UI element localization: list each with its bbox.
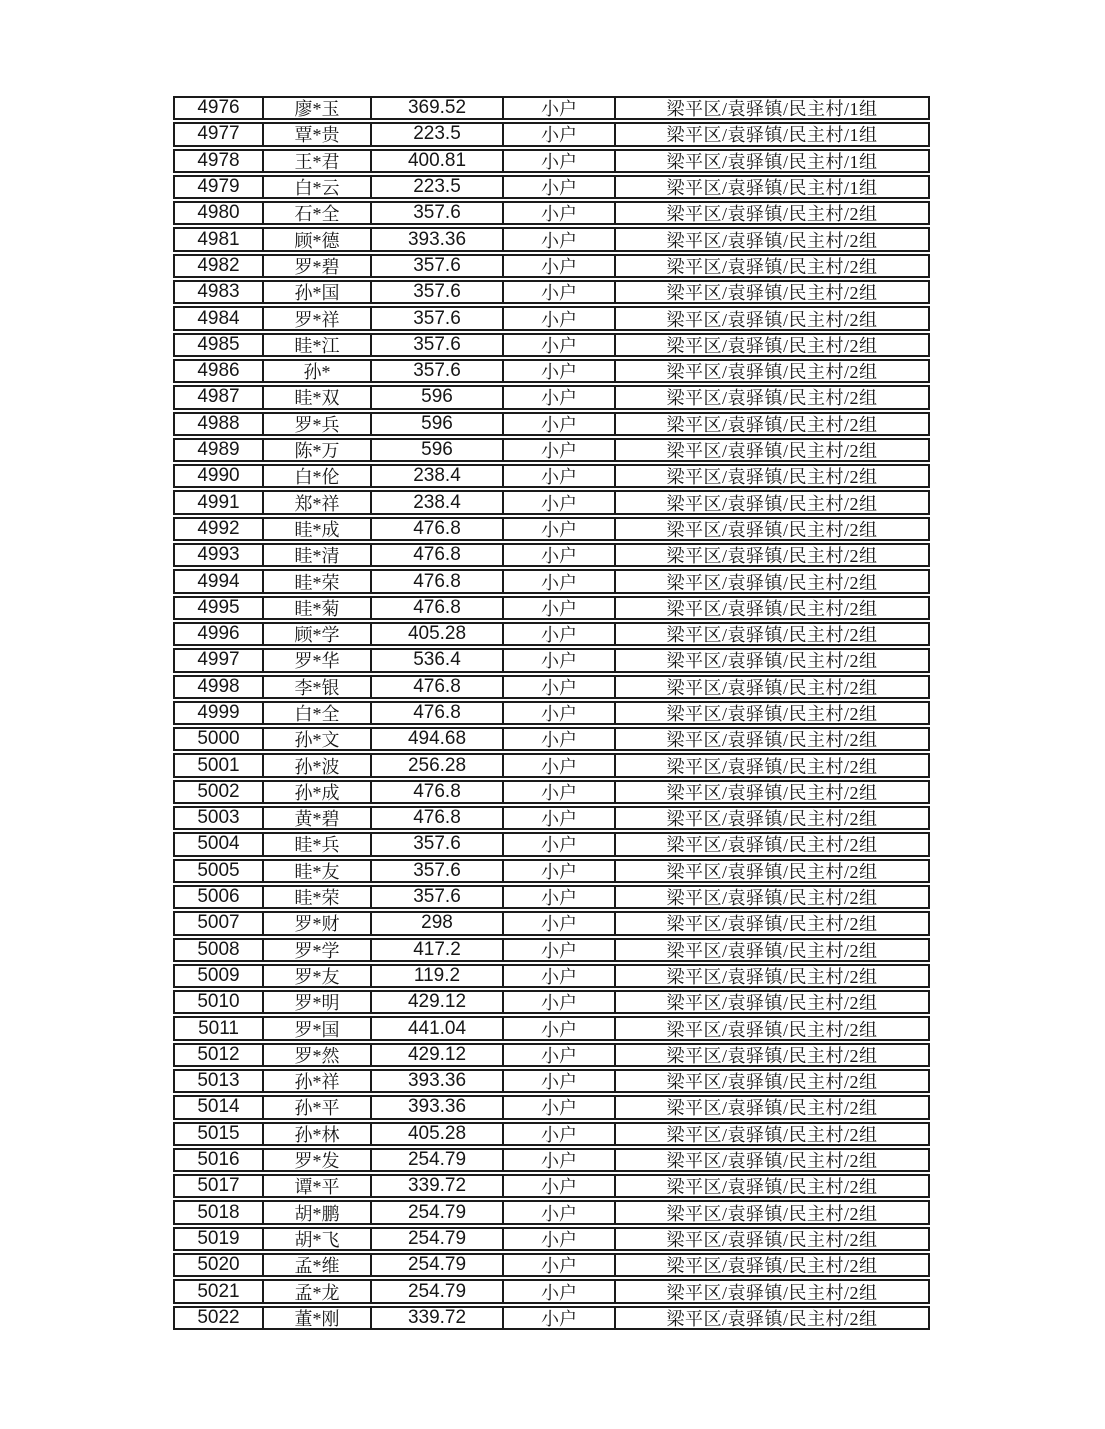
table-row [173, 464, 930, 488]
table-row [173, 359, 930, 383]
cell-serial-number: 5009 [197, 965, 240, 986]
cell-household-type: 小户 [502, 545, 614, 565]
cell-location: 梁平区/袁驿镇/民主村/1组 [614, 151, 928, 171]
cell-household-type: 小户 [502, 992, 614, 1012]
cell-location: 梁平区/袁驿镇/民主村/2组 [614, 782, 928, 802]
cell-serial-number: 4990 [197, 466, 240, 487]
table-row [173, 490, 930, 514]
cell-household-type: 小户 [502, 1202, 614, 1222]
cell-amount: 405.28 [370, 624, 502, 644]
cell-serial-number: 4995 [197, 597, 240, 618]
cell-serial-number: 5016 [197, 1149, 240, 1171]
cell-serial-number: 5007 [197, 913, 240, 934]
table-row [173, 412, 930, 436]
cell-masked-name: 眭*友 [262, 861, 370, 881]
records-table [173, 96, 930, 1332]
cell-amount: 357.6 [370, 887, 502, 907]
cell-location: 梁平区/袁驿镇/民主村/2组 [614, 1229, 928, 1249]
cell-masked-name: 眭*荣 [262, 571, 370, 591]
cell-household-type: 小户 [502, 677, 614, 697]
cell-serial-number: 4980 [197, 203, 240, 224]
cell-masked-name: 罗*兵 [262, 414, 370, 434]
cell-masked-name: 黄*碧 [262, 808, 370, 828]
cell-amount: 393.36 [370, 1071, 502, 1091]
table-row [173, 780, 930, 804]
cell-serial-number: 4996 [197, 623, 240, 645]
cell-location: 梁平区/袁驿镇/民主村/2组 [614, 335, 928, 355]
table-row [173, 1095, 930, 1119]
cell-masked-name: 孙* [262, 361, 370, 381]
cell-masked-name: 孟*龙 [262, 1281, 370, 1301]
cell-masked-name: 白*全 [262, 703, 370, 723]
cell-serial-number: 5004 [197, 834, 240, 855]
cell-amount: 357.6 [370, 861, 502, 881]
cell-masked-name: 罗*财 [262, 913, 370, 933]
cell-serial-number: 4984 [197, 308, 240, 329]
cell-amount: 357.6 [370, 203, 502, 223]
cell-household-type: 小户 [502, 1071, 614, 1091]
table-row [173, 306, 930, 330]
cell-masked-name: 罗*友 [262, 966, 370, 986]
cell-serial-number: 5003 [197, 808, 240, 829]
cell-serial-number: 5006 [197, 886, 240, 908]
cell-household-type: 小户 [502, 913, 614, 933]
cell-amount: 476.8 [370, 703, 502, 723]
cell-amount: 254.79 [370, 1281, 502, 1301]
cell-masked-name: 眭*兵 [262, 834, 370, 854]
table-row [173, 806, 930, 830]
cell-amount: 596 [370, 387, 502, 407]
cell-serial-number: 4987 [197, 387, 240, 408]
cell-household-type: 小户 [502, 1255, 614, 1275]
cell-amount: 357.6 [370, 335, 502, 355]
cell-serial-number: 5021 [197, 1281, 240, 1302]
table-row [173, 385, 930, 409]
table-row [173, 675, 930, 699]
cell-serial-number: 4976 [197, 98, 240, 119]
cell-location: 梁平区/袁驿镇/民主村/2组 [614, 808, 928, 828]
cell-household-type: 小户 [502, 308, 614, 328]
table-row [173, 964, 930, 988]
cell-amount: 596 [370, 414, 502, 434]
cell-amount: 441.04 [370, 1018, 502, 1038]
cell-amount: 339.72 [370, 1176, 502, 1196]
cell-serial-number: 5018 [197, 1202, 240, 1223]
cell-masked-name: 王*君 [262, 151, 370, 171]
cell-masked-name: 孙*波 [262, 755, 370, 775]
cell-masked-name: 眭*双 [262, 387, 370, 407]
cell-serial-number: 4979 [197, 176, 240, 198]
cell-amount: 476.8 [370, 782, 502, 802]
cell-household-type: 小户 [502, 203, 614, 223]
cell-masked-name: 罗*学 [262, 940, 370, 960]
cell-household-type: 小户 [502, 1124, 614, 1144]
cell-masked-name: 胡*鹏 [262, 1202, 370, 1222]
cell-masked-name: 孙*祥 [262, 1071, 370, 1091]
table-row [173, 333, 930, 357]
cell-location: 梁平区/袁驿镇/民主村/2组 [614, 1018, 928, 1038]
cell-household-type: 小户 [502, 729, 614, 749]
cell-household-type: 小户 [502, 782, 614, 802]
table-row [173, 438, 930, 462]
table-row [173, 938, 930, 962]
cell-household-type: 小户 [502, 229, 614, 249]
cell-household-type: 小户 [502, 151, 614, 171]
cell-amount: 298 [370, 913, 502, 933]
cell-location: 梁平区/袁驿镇/民主村/2组 [614, 992, 928, 1012]
cell-household-type: 小户 [502, 571, 614, 591]
cell-amount: 369.52 [370, 98, 502, 118]
cell-masked-name: 罗*明 [262, 992, 370, 1012]
cell-location: 梁平区/袁驿镇/民主村/2组 [614, 755, 928, 775]
cell-serial-number: 5005 [197, 860, 240, 881]
cell-amount: 429.12 [370, 992, 502, 1012]
cell-amount: 429.12 [370, 1045, 502, 1065]
cell-household-type: 小户 [502, 1308, 614, 1328]
cell-household-type: 小户 [502, 335, 614, 355]
cell-serial-number: 5020 [197, 1255, 240, 1276]
table-row [173, 175, 930, 199]
table-row [173, 990, 930, 1014]
cell-amount: 357.6 [370, 282, 502, 302]
cell-masked-name: 孙*国 [262, 282, 370, 302]
table-row [173, 1043, 930, 1067]
cell-amount: 476.8 [370, 598, 502, 618]
cell-serial-number: 5012 [197, 1044, 240, 1065]
cell-location: 梁平区/袁驿镇/民主村/2组 [614, 1255, 928, 1275]
cell-household-type: 小户 [502, 1018, 614, 1038]
cell-location: 梁平区/袁驿镇/民主村/2组 [614, 1124, 928, 1144]
cell-masked-name: 眭*成 [262, 519, 370, 539]
cell-location: 梁平区/袁驿镇/民主村/2组 [614, 256, 928, 276]
cell-amount: 476.8 [370, 677, 502, 697]
cell-location: 梁平区/袁驿镇/民主村/2组 [614, 1202, 928, 1222]
cell-household-type: 小户 [502, 492, 614, 512]
cell-household-type: 小户 [502, 256, 614, 276]
cell-serial-number: 5022 [197, 1307, 240, 1328]
cell-serial-number: 5000 [197, 729, 240, 750]
table-row [173, 1306, 930, 1330]
cell-serial-number: 5013 [197, 1070, 240, 1092]
cell-amount: 417.2 [370, 940, 502, 960]
table-row [173, 1122, 930, 1146]
cell-serial-number: 4978 [197, 150, 240, 171]
cell-amount: 357.6 [370, 361, 502, 381]
table-row [173, 1069, 930, 1093]
cell-household-type: 小户 [502, 387, 614, 407]
cell-household-type: 小户 [502, 703, 614, 723]
cell-household-type: 小户 [502, 440, 614, 460]
table-row [173, 1200, 930, 1224]
table-row [173, 727, 930, 751]
cell-amount: 476.8 [370, 808, 502, 828]
cell-location: 梁平区/袁驿镇/民主村/2组 [614, 887, 928, 907]
cell-location: 梁平区/袁驿镇/民主村/2组 [614, 1308, 928, 1328]
cell-masked-name: 孙*成 [262, 782, 370, 802]
cell-location: 梁平区/袁驿镇/民主村/2组 [614, 545, 928, 565]
cell-serial-number: 4998 [197, 676, 240, 697]
cell-serial-number: 4977 [197, 124, 240, 145]
cell-amount: 494.68 [370, 729, 502, 749]
cell-serial-number: 4982 [197, 255, 240, 276]
cell-household-type: 小户 [502, 598, 614, 618]
cell-location: 梁平区/袁驿镇/民主村/1组 [614, 124, 928, 144]
cell-masked-name: 眭*荣 [262, 887, 370, 907]
cell-amount: 536.4 [370, 650, 502, 670]
table-row [173, 201, 930, 225]
cell-location: 梁平区/袁驿镇/民主村/2组 [614, 729, 928, 749]
cell-amount: 476.8 [370, 519, 502, 539]
table-row [173, 569, 930, 593]
cell-location: 梁平区/袁驿镇/民主村/2组 [614, 598, 928, 618]
cell-location: 梁平区/袁驿镇/民主村/2组 [614, 492, 928, 512]
cell-amount: 405.28 [370, 1124, 502, 1144]
cell-masked-name: 孙*文 [262, 729, 370, 749]
cell-location: 梁平区/袁驿镇/民主村/2组 [614, 308, 928, 328]
cell-serial-number: 4986 [197, 360, 240, 382]
table-row [173, 622, 930, 646]
cell-household-type: 小户 [502, 98, 614, 118]
table-row [173, 1174, 930, 1198]
cell-household-type: 小户 [502, 466, 614, 486]
table-row [173, 701, 930, 725]
cell-serial-number: 4992 [197, 518, 240, 539]
cell-household-type: 小户 [502, 861, 614, 881]
cell-location: 梁平区/袁驿镇/民主村/2组 [614, 966, 928, 986]
cell-location: 梁平区/袁驿镇/民主村/1组 [614, 98, 928, 118]
table-row [173, 1148, 930, 1172]
cell-household-type: 小户 [502, 940, 614, 960]
cell-household-type: 小户 [502, 124, 614, 144]
table-row [173, 96, 930, 120]
table-row [173, 911, 930, 935]
cell-amount: 393.36 [370, 1097, 502, 1117]
table-row [173, 543, 930, 567]
cell-amount: 223.5 [370, 124, 502, 144]
cell-amount: 223.5 [370, 177, 502, 197]
cell-serial-number: 4991 [197, 492, 240, 513]
cell-location: 梁平区/袁驿镇/民主村/2组 [614, 624, 928, 644]
cell-household-type: 小户 [502, 282, 614, 302]
table-row [173, 227, 930, 251]
cell-location: 梁平区/袁驿镇/民主村/2组 [614, 203, 928, 223]
cell-location: 梁平区/袁驿镇/民主村/2组 [614, 1150, 928, 1170]
cell-serial-number: 4994 [197, 571, 240, 592]
cell-location: 梁平区/袁驿镇/民主村/2组 [614, 650, 928, 670]
cell-location: 梁平区/袁驿镇/民主村/2组 [614, 703, 928, 723]
cell-household-type: 小户 [502, 361, 614, 381]
table-row [173, 1227, 930, 1251]
cell-masked-name: 孟*维 [262, 1255, 370, 1275]
cell-masked-name: 白*伦 [262, 466, 370, 486]
cell-amount: 254.79 [370, 1255, 502, 1275]
cell-location: 梁平区/袁驿镇/民主村/2组 [614, 1176, 928, 1196]
cell-serial-number: 5017 [197, 1176, 240, 1197]
cell-amount: 254.79 [370, 1229, 502, 1249]
cell-location: 梁平区/袁驿镇/民主村/1组 [614, 177, 928, 197]
table-row [173, 122, 930, 146]
table-row [173, 517, 930, 541]
cell-household-type: 小户 [502, 519, 614, 539]
cell-location: 梁平区/袁驿镇/民主村/2组 [614, 677, 928, 697]
cell-serial-number: 4993 [197, 545, 240, 566]
cell-amount: 357.6 [370, 834, 502, 854]
cell-serial-number: 5019 [197, 1228, 240, 1249]
cell-location: 梁平区/袁驿镇/民主村/2组 [614, 414, 928, 434]
cell-serial-number: 5015 [197, 1123, 240, 1144]
cell-amount: 238.4 [370, 492, 502, 512]
cell-household-type: 小户 [502, 834, 614, 854]
cell-household-type: 小户 [502, 177, 614, 197]
cell-location: 梁平区/袁驿镇/民主村/2组 [614, 519, 928, 539]
table-row [173, 596, 930, 620]
cell-household-type: 小户 [502, 966, 614, 986]
cell-masked-name: 廖*玉 [262, 98, 370, 118]
cell-location: 梁平区/袁驿镇/民主村/2组 [614, 861, 928, 881]
cell-masked-name: 李*银 [262, 677, 370, 697]
table-row [173, 753, 930, 777]
cell-serial-number: 5011 [198, 1018, 239, 1039]
cell-location: 梁平区/袁驿镇/民主村/2组 [614, 282, 928, 302]
cell-masked-name: 罗*华 [262, 650, 370, 670]
cell-serial-number: 5014 [197, 1097, 240, 1118]
cell-masked-name: 覃*贵 [262, 124, 370, 144]
table-row [173, 832, 930, 856]
cell-serial-number: 4981 [197, 229, 240, 250]
table-row [173, 859, 930, 883]
cell-location: 梁平区/袁驿镇/民主村/2组 [614, 913, 928, 933]
cell-location: 梁平区/袁驿镇/民主村/2组 [614, 1071, 928, 1091]
cell-serial-number: 4989 [197, 439, 240, 461]
cell-serial-number: 5008 [197, 939, 240, 960]
table-row [173, 149, 930, 173]
cell-masked-name: 胡*飞 [262, 1229, 370, 1249]
cell-serial-number: 4988 [197, 413, 240, 434]
cell-masked-name: 罗*碧 [262, 256, 370, 276]
cell-serial-number: 5002 [197, 781, 240, 802]
cell-masked-name: 石*全 [262, 203, 370, 223]
cell-location: 梁平区/袁驿镇/民主村/2组 [614, 571, 928, 591]
cell-amount: 596 [370, 440, 502, 460]
cell-household-type: 小户 [502, 624, 614, 644]
table-row [173, 648, 930, 672]
table-row [173, 1253, 930, 1277]
cell-serial-number: 5001 [197, 755, 240, 776]
cell-amount: 238.4 [370, 466, 502, 486]
table-row [173, 1279, 930, 1303]
cell-household-type: 小户 [502, 414, 614, 434]
cell-amount: 357.6 [370, 308, 502, 328]
cell-location: 梁平区/袁驿镇/民主村/2组 [614, 940, 928, 960]
cell-location: 梁平区/袁驿镇/民主村/2组 [614, 1045, 928, 1065]
cell-household-type: 小户 [502, 1229, 614, 1249]
cell-masked-name: 眭*清 [262, 545, 370, 565]
cell-household-type: 小户 [502, 1045, 614, 1065]
cell-serial-number: 4983 [197, 282, 240, 303]
cell-masked-name: 孙*平 [262, 1097, 370, 1117]
cell-amount: 400.81 [370, 151, 502, 171]
cell-masked-name: 罗*国 [262, 1018, 370, 1038]
cell-masked-name: 孙*林 [262, 1124, 370, 1144]
cell-masked-name: 罗*发 [262, 1150, 370, 1170]
cell-amount: 393.36 [370, 229, 502, 249]
cell-location: 梁平区/袁驿镇/民主村/2组 [614, 466, 928, 486]
cell-amount: 254.79 [370, 1202, 502, 1222]
cell-amount: 339.72 [370, 1308, 502, 1328]
cell-location: 梁平区/袁驿镇/民主村/2组 [614, 229, 928, 249]
cell-serial-number: 4997 [197, 650, 240, 671]
cell-household-type: 小户 [502, 650, 614, 670]
table-row [173, 254, 930, 278]
cell-serial-number: 5010 [197, 992, 240, 1013]
cell-masked-name: 郑*祥 [262, 492, 370, 512]
cell-location: 梁平区/袁驿镇/民主村/2组 [614, 834, 928, 854]
cell-amount: 119.2 [370, 966, 502, 986]
cell-masked-name: 顾*学 [262, 624, 370, 644]
cell-location: 梁平区/袁驿镇/民主村/2组 [614, 1097, 928, 1117]
cell-household-type: 小户 [502, 1176, 614, 1196]
table-row [173, 885, 930, 909]
cell-household-type: 小户 [502, 1281, 614, 1301]
cell-masked-name: 眭*江 [262, 335, 370, 355]
cell-serial-number: 4985 [197, 334, 240, 355]
cell-household-type: 小户 [502, 755, 614, 775]
cell-amount: 476.8 [370, 545, 502, 565]
cell-amount: 254.79 [370, 1150, 502, 1170]
table-row [173, 280, 930, 304]
cell-amount: 476.8 [370, 571, 502, 591]
cell-masked-name: 顾*德 [262, 229, 370, 249]
cell-household-type: 小户 [502, 887, 614, 907]
cell-household-type: 小户 [502, 808, 614, 828]
table-row [173, 1016, 930, 1040]
cell-masked-name: 罗*祥 [262, 308, 370, 328]
cell-household-type: 小户 [502, 1150, 614, 1170]
cell-masked-name: 谭*平 [262, 1176, 370, 1196]
cell-location: 梁平区/袁驿镇/民主村/2组 [614, 440, 928, 460]
cell-masked-name: 董*刚 [262, 1308, 370, 1328]
cell-location: 梁平区/袁驿镇/民主村/2组 [614, 361, 928, 381]
cell-masked-name: 白*云 [262, 177, 370, 197]
cell-amount: 256.28 [370, 755, 502, 775]
cell-household-type: 小户 [502, 1097, 614, 1117]
cell-masked-name: 陈*万 [262, 440, 370, 460]
cell-location: 梁平区/袁驿镇/民主村/2组 [614, 387, 928, 407]
cell-masked-name: 眭*菊 [262, 598, 370, 618]
cell-serial-number: 4999 [197, 702, 240, 723]
cell-location: 梁平区/袁驿镇/民主村/2组 [614, 1281, 928, 1301]
cell-masked-name: 罗*然 [262, 1045, 370, 1065]
cell-amount: 357.6 [370, 256, 502, 276]
